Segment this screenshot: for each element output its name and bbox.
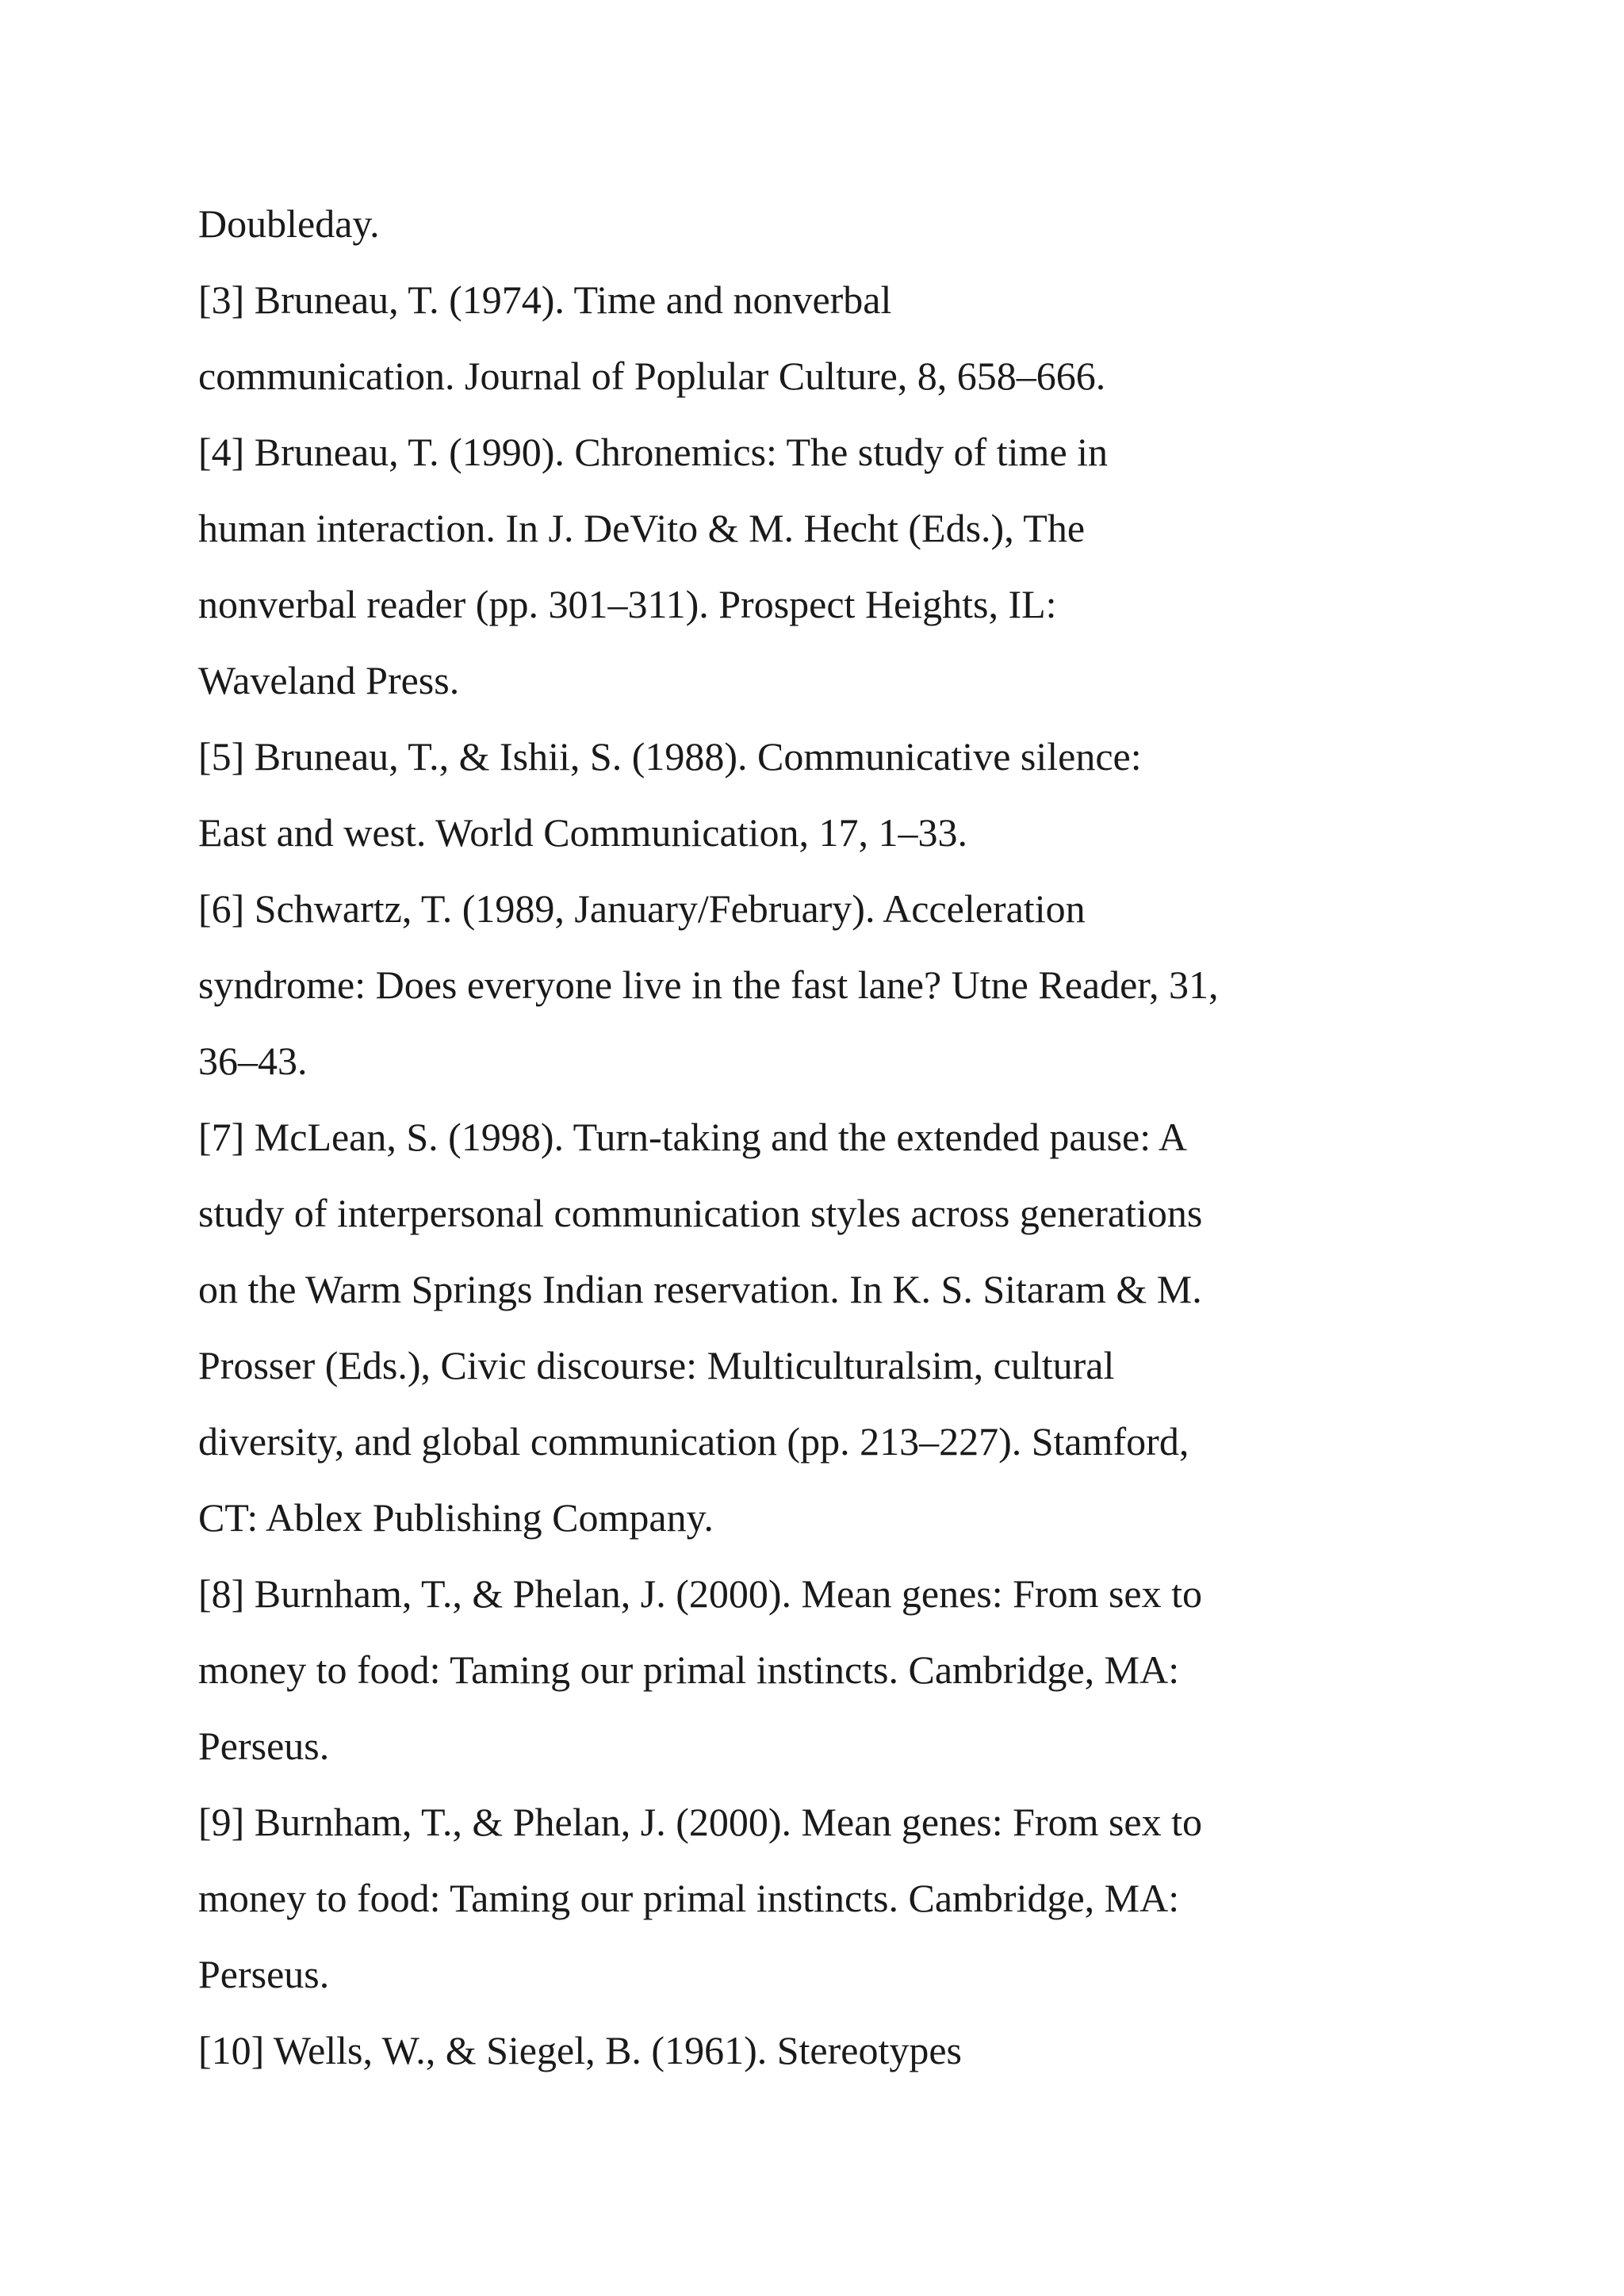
reference-line: on the Warm Springs Indian reservation. In K. S. Sitaram & M. xyxy=(198,1267,1202,1311)
reference-line: Prosser (Eds.), Civic discourse: Multiculturalsim, cultural xyxy=(198,1343,1115,1387)
reference-line: syndrome: Does everyone live in the fast lane? Utne Reader, 31, xyxy=(198,962,1219,1007)
reference-line: [4] Bruneau, T. (1990). Chronemics: The study of time in xyxy=(198,430,1109,474)
reference-line: [8] Burnham, T., & Phelan, J. (2000). Mean genes: From sex to xyxy=(198,1571,1203,1616)
reference-line: money to food: Taming our primal instincts. Cambridge, MA: xyxy=(198,1647,1180,1692)
reference-line: Perseus. xyxy=(198,1952,330,1996)
reference-line: Perseus. xyxy=(198,1724,330,1768)
reference-line: [5] Bruneau, T., & Ishii, S. (1988). Communicative silence: xyxy=(198,734,1142,779)
reference-line: Waveland Press. xyxy=(198,658,460,702)
reference-line: 36–43. xyxy=(198,1039,308,1083)
reference-line: East and west. World Communication, 17, 1–33. xyxy=(198,810,967,855)
reference-line: diversity, and global communication (pp. 213–227). Stamford, xyxy=(198,1419,1189,1464)
reference-line: CT: Ablex Publishing Company. xyxy=(198,1495,714,1540)
reference-line: Doubleday. xyxy=(198,201,380,246)
reference-line: human interaction. In J. DeVito & M. Hecht (Eds.), The xyxy=(198,506,1086,550)
reference-line: [10] Wells, W., & Siegel, B. (1961). Stereotypes xyxy=(198,2028,963,2072)
reference-line: study of interpersonal communication styles across generations xyxy=(198,1191,1203,1235)
reference-line: [3] Bruneau, T. (1974). Time and nonverbal xyxy=(198,277,892,322)
reference-line: money to food: Taming our primal instincts. Cambridge, MA: xyxy=(198,1876,1180,1920)
reference-line: communication. Journal of Poplular Culture, 8, 658–666. xyxy=(198,354,1106,398)
reference-line: [9] Burnham, T., & Phelan, J. (2000). Mean genes: From sex to xyxy=(198,1800,1203,1844)
reference-line: [6] Schwartz, T. (1989, January/February). Acceleration xyxy=(198,886,1086,931)
reference-line: [7] McLean, S. (1998). Turn-taking and the extended pause: A xyxy=(198,1115,1187,1159)
reference-line: nonverbal reader (pp. 301–311). Prospect Heights, IL: xyxy=(198,582,1057,626)
